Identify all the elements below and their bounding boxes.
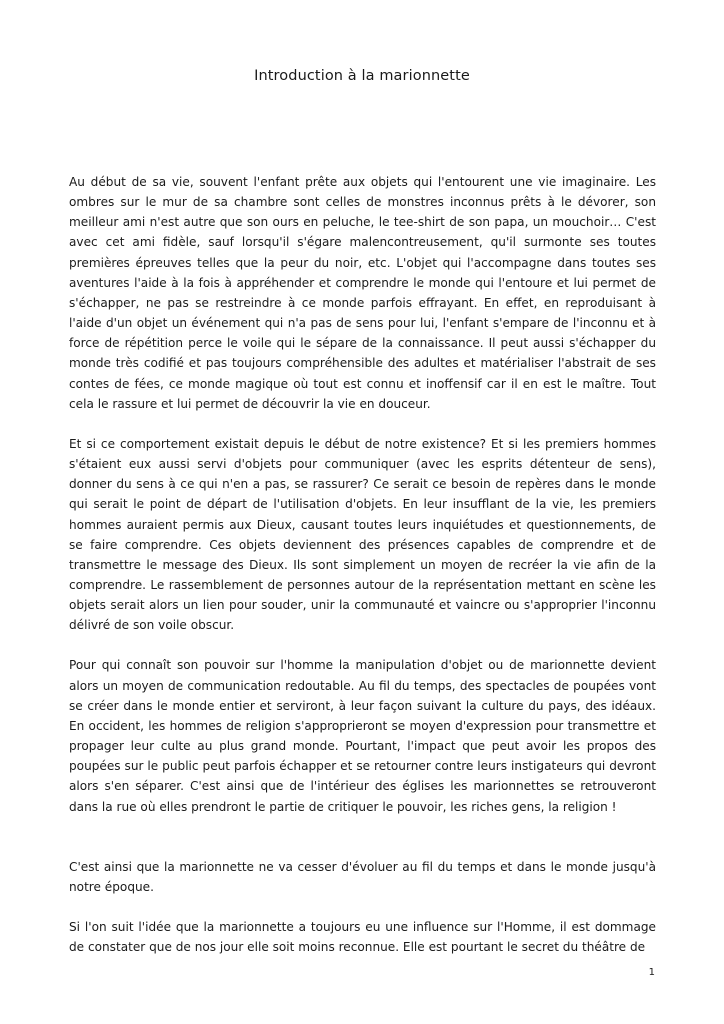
page-title: Introduction à la marionnette [254, 68, 470, 84]
paragraph-2: Et si ce comportement existait depuis le début de notre existence? Et si les premiers hommes s'étaient eux aussi servi d'objets pour communiquer (avec les esprits détenteur de sens), donner du sens à ce qui n'en a pas, se rassurer? Ce serait ce besoin de repères dans le monde qui serait le point de départ de l'utilisation d'objets. En leur insufflant de la vie, les premiers hommes auraient permis aux Dieux, causant toutes leurs inquiétudes et questionnements, de se faire comprendre. Ces objets deviennent des présences capables de comprendre et de transmettre le message des Dieux. Ils sont simplement un moyen de recréer la vie afin de la comprendre. Le rassemblement de personnes autour de la représentation mettant en scène les objets serait alors un lien pour souder, unir la communauté et vaincre ou s'approprier l'inconnu délivré de son voile obscur. [69, 436, 656, 633]
paragraph-3: Pour qui connaît son pouvoir sur l'homme la manipulation d'objet ou de marionnette devient alors un moyen de communication redoutable. Au fil du temps, des spectacles de poupées vont se créer dans le monde entier et serviront, à leur façon suivant la culture du pays, des idéaux. En occident, les hommes de religion s'approprieront se moyen d'expression pour transmettre et propager leur culte au plus grand monde. Pourtant, l'impact que peut avoir les propos des poupées sur le public peut parfois échapper et se retourner contre leurs instigateurs qui devront alors s'en séparer. C'est ainsi que de l'intérieur des églises les marionnettes se retrouveront dans la rue où elles prendront le partie de critiquer le pouvoir, les riches gens, la religion ! [69, 658, 656, 814]
paragraph-1: Au début de sa vie, souvent l'enfant prête aux objets qui l'entourent une vie imaginaire. Les ombres sur le mur de sa chambre sont celles de monstres inconnus prêts à le dévorer, son meilleur ami n'est autre que son ours en peluche, le tee-shirt de son papa, un mouchoir… C'est avec cet ami fidèle, sauf lorsqu'il s'égare malencontreusement, qu'il surmonte ses toutes premières épreuves telles que la peur du noir, etc. L'objet qui l'accompagne dans toutes ses aventures l'aide à la fois à appréhender et comprendre le monde qui l'entoure et lui permet de s'échapper, ne pas se restreindre à ce monde parfois effrayant. En effet, en reproduisant à l'aide d'un objet un événement qui n'a pas de sens pour lui, l'enfant s'empare de l'inconnu et à force de répétition perce le voile qui le sépare de la connaissance. Il peut aussi s'échapper du monde très codifié et pas toujours compréhensible des adultes et matérialiser l'abstrait de ses contes de fées, ce monde magique où tout est connu et inoffensif car il en est le maître. Tout cela le rassure et lui permet de découvrir la vie en douceur. [69, 175, 656, 411]
paragraph-5: Si l'on suit l'idée que la marionnette a toujours eu une influence sur l'Homme, il est dommage de constater que de nos jour elle soit moins reconnue. Elle est pourtant le secret du théâtre de [69, 920, 656, 955]
body-text [69, 172, 656, 977]
page-number: 1 [648, 967, 655, 978]
paragraph-4: C'est ainsi que la marionnette ne va cesser d'évoluer au fil du temps et dans le monde jusqu'à notre époque. [69, 859, 656, 894]
